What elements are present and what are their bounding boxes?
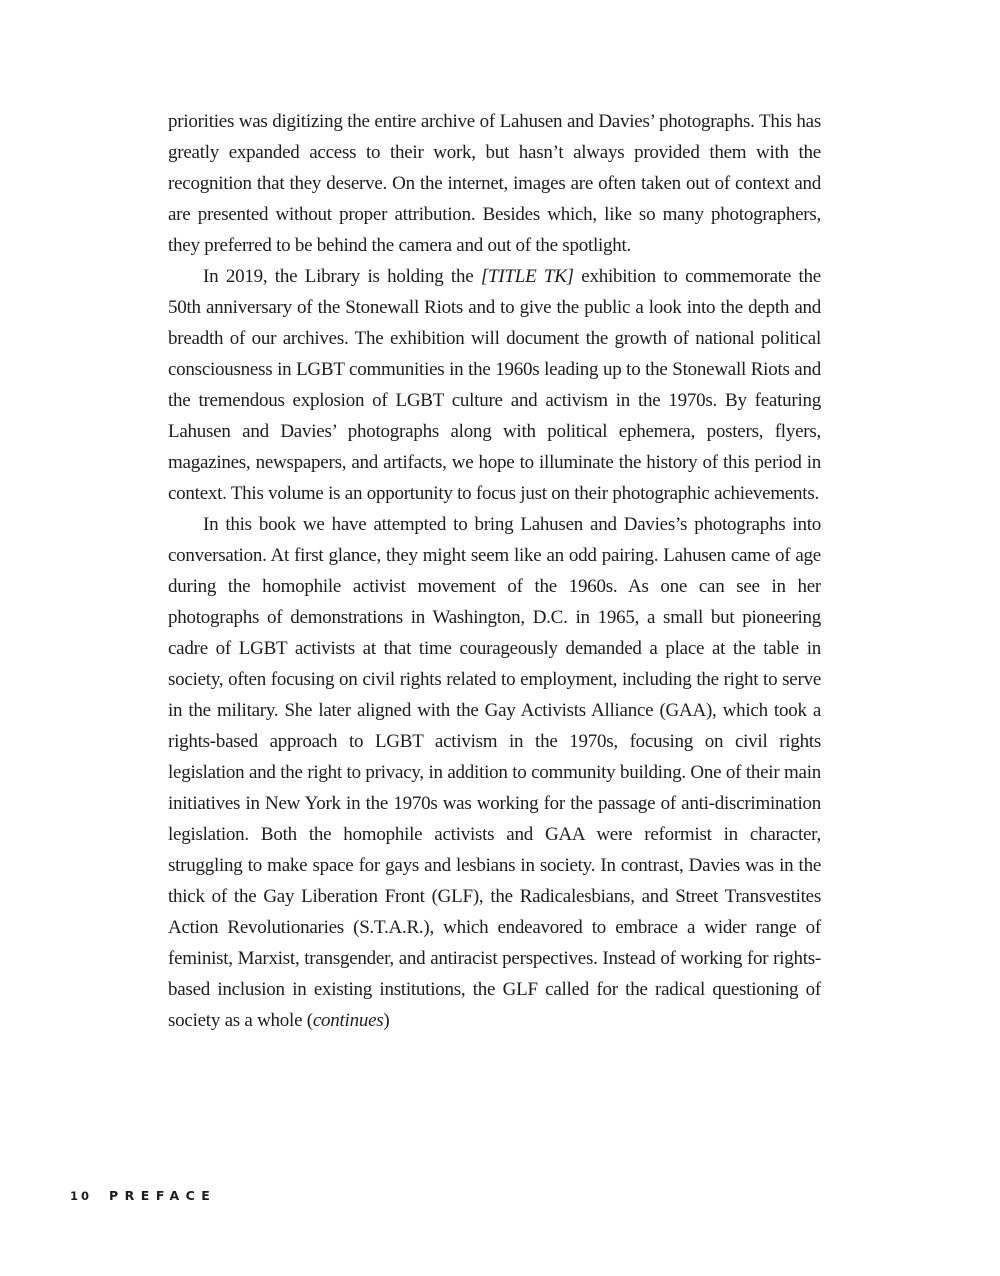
paragraph-1-text: priorities was digitizing the entire archive of Lahusen and Davies’ photographs. This has greatly expanded access to their work, but hasn’t always provided them with the recognition that they deserve. On the internet, images are often taken out of context and are presented without proper attribution. Besides which, like so many photographers, they preferred to be behind the camera and out of the spotlight. [168,111,821,256]
section-label: PREFACE [109,1188,217,1203]
page-number: 10 [70,1189,93,1203]
paragraph-2-text-pre: In 2019, the Library is holding the [203,266,481,287]
paragraph-2-exhibition-title: [TITLE TK] [480,266,574,287]
paragraph-3-continues-marker: continues [312,1010,384,1031]
paragraph-2-text-post: exhibition to commemorate the 50th anniversary of the Stonewall Riots and to give the public a look into the depth and breadth of our archives. The exhibition will document the growth of national political consciousness in LGBT communities in the 1960s leading up to the Stonewall Riots and the tremendous explosion of LGBT culture and activism in the 1970s. By featuring Lahusen and Davies’ photographs along with political ephemera, posters, flyers, magazines, newspapers, and artifacts, we hope to illuminate the history of this period in context. This volume is an opportunity to focus just on their photographic achievements. [168,266,821,504]
paragraph-3-text-post: ) [383,1010,390,1031]
paragraph-1 [168,106,821,261]
body-text [168,106,821,1036]
paragraph-2 [168,261,821,509]
paragraph-3 [168,509,821,1036]
running-footer [70,1188,216,1203]
paragraph-3-text-pre: In this book we have attempted to bring Lahusen and Davies’s photographs into conversation. At first glance, they might seem like an odd pairing. Lahusen came of age during the homophile activist movement of the 1960s. As one can see in her photographs of demonstrations in Washington, D.C. in 1965, a small but pioneering cadre of LGBT activists at that time courageously demanded a place at the table in society, often focusing on civil rights related to employment, including the right to serve in the military. She later aligned with the Gay Activists Alliance (GAA), which took a rights-based approach to LGBT activism in the 1970s, focusing on civil rights legislation and the right to privacy, in addition to community building. One of their main initiatives in New York in the 1970s was working for the passage of anti-discrimination legislation. Both the homophile activists and GAA were reformist in character, struggling to make space for gays and lesbians in society. In contrast, Davies was in the thick of the Gay Liberation Front (GLF), the Radicalesbians, and Street Transvestites Action Revolutionaries (S.T.A.R.), which endeavored to embrace a wider range of feminist, Marxist, transgender, and antiracist perspectives. Instead of working for rights-based inclusion in existing institutions, the GLF called for the radical questioning of society as a whole ( [168,514,821,1031]
